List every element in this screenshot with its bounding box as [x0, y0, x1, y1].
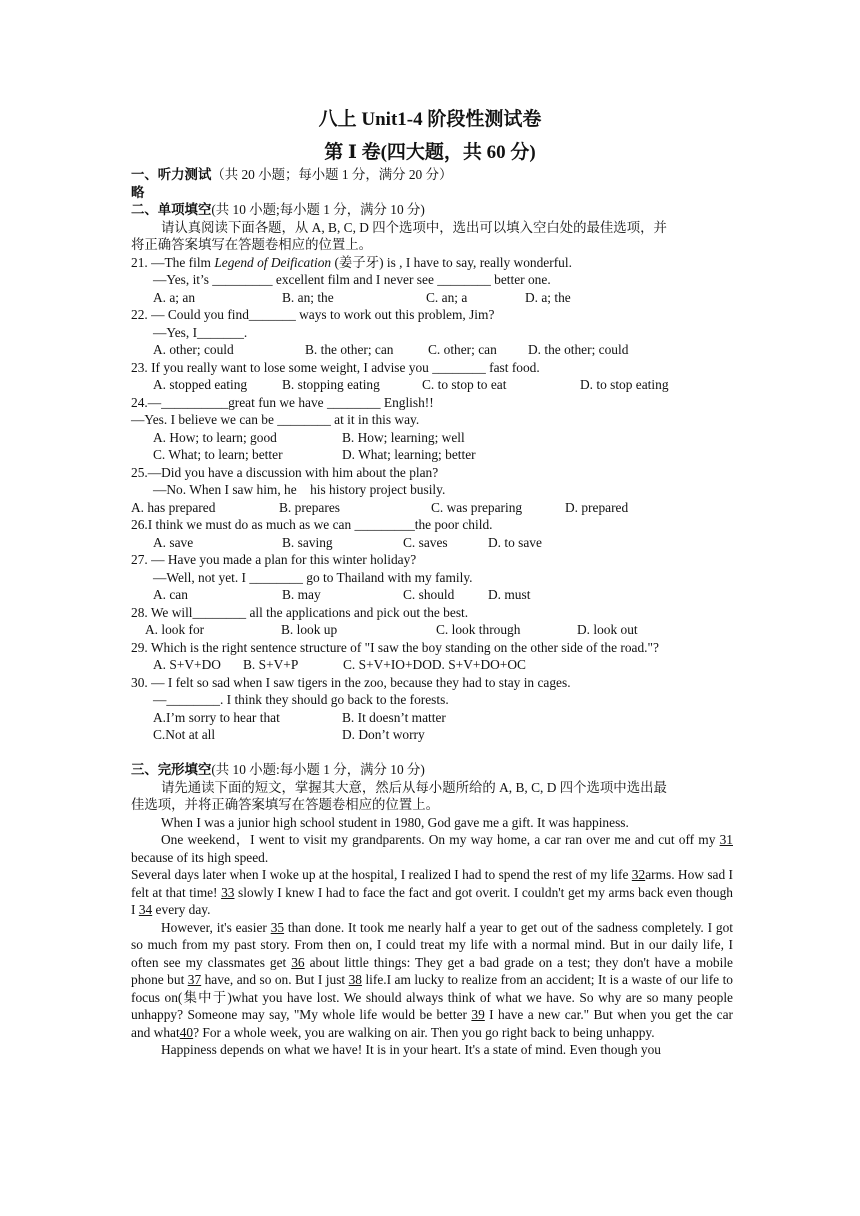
- question-24-options-2: C. What; to learn; better D. What; learning; better: [153, 447, 476, 462]
- section1-heading: 一、听力测试（共 20 小题；每小题 1 分，满分 20 分）: [131, 167, 453, 182]
- blank-36: 36: [291, 954, 305, 970]
- blank-31: 31: [719, 832, 733, 847]
- blank-38: 38: [348, 972, 362, 987]
- question-26-options: A. save B. saving C. saves D. to save: [153, 534, 542, 550]
- question-22-options: A. other; could B. the other; can C. other; can D. the other; could: [153, 342, 629, 357]
- question-27-line2: —Well, not yet. I ________ go to Thailand with my family.: [153, 569, 473, 585]
- question-30-options-2: C.Not at all D. Don’t worry: [153, 727, 425, 742]
- question-22: 22. — Could you find_______ ways to work out this problem, Jim?: [131, 307, 495, 322]
- question-27-options: A. can B. may C. should D. must: [153, 587, 531, 602]
- question-30-line2: —________. I think they should go back to the forests.: [153, 692, 449, 707]
- question-22-line2: —Yes, I_______.: [153, 324, 248, 340]
- blank-37: 37: [187, 972, 202, 987]
- question-24: 24.—__________great fun we have ________ English!!: [131, 394, 434, 410]
- question-25-options: A. has prepared B. prepares C. was preparing D. prepared: [131, 499, 629, 515]
- section3-instructions-cont: 佳选项，并将正确答案填写在答题卷相应的位置上。: [131, 797, 439, 812]
- question-29-options: A. S+V+DO B. S+V+P C. S+V+IO+DOD. S+V+DO+OC: [153, 657, 526, 672]
- blank-32: 32: [631, 867, 646, 882]
- question-29: 29. Which is the right sentence structure of "I saw the boy standing on the other side of the road."?: [131, 639, 659, 655]
- blank-34: 34: [138, 902, 153, 917]
- question-25-line2: —No. When I saw him, he his history project busily.: [153, 482, 446, 497]
- question-21-options: A. a; an B. an; the C. an; a D. a; the: [153, 289, 571, 305]
- question-21-line2: —Yes, it’s _________ excellent film and I never see ________ better one.: [153, 272, 551, 287]
- question-28-options: A. look for B. look up C. look through D. look out: [145, 622, 638, 637]
- question-30: 30. — I felt so sad when I saw tigers in the zoo, because they had to stay in cages.: [131, 674, 571, 690]
- question-30-options-1: A.I’m sorry to hear that B. It doesn’t matter: [153, 709, 446, 725]
- passage-paragraph-5: Happiness depends on what we have! It is in your heart. It's a state of mind. Even though you: [161, 1042, 661, 1057]
- section1-content: 略: [131, 184, 145, 200]
- blank-40: 40: [179, 1024, 194, 1040]
- question-25: 25.—Did you have a discussion with him about the plan?: [131, 464, 439, 480]
- spacer: [131, 744, 733, 762]
- section2-instructions: 请认真阅读下面各题，从 A, B, C, D 四个选项中，选出可以填入空白处的最佳选项，并: [161, 219, 667, 235]
- question-24-options-1: A. How; to learn; good B. How; learning; well: [153, 429, 465, 445]
- question-28: 28. We will________ all the applications and pick out the best.: [131, 604, 469, 620]
- passage-paragraph-1: When I was a junior high school student in 1980, God gave me a gift. It was happiness.: [161, 814, 629, 830]
- section2-heading: 二、单项填空(共 10 小题;每小题 1 分，满分 10 分): [131, 202, 425, 217]
- passage-paragraph-4: However, it's easier 35 than done. It took me nearly half a year to get out of the sadness completely. I got so much from my past story. From then on, I could treat my life with a normal mind. But in our daily life, I often see my classmates get 36 about little things: They get a bad grade on a test; they don't have a mobile phone but 37 have, and so on. But I just 38 life.I am lucky to realize from an accident; It is a waste of our life to focus on(集中于)what you have lost. We should always think of what we have. So why are so many people unhappy? Someone may say, "My whole life would be better 39 I have a new car." But when you get the car and what40? For a whole week, you are walking on air. Then you go right back to being unhappy.: [131, 919, 733, 1040]
- question-27: 27. — Have you made a plan for this winter holiday?: [131, 552, 417, 567]
- section3-instructions: 请先通读下面的短文，掌握其大意，然后从每小题所给的 A, B, C, D 四个选项中选出最: [161, 779, 667, 795]
- passage-paragraph-2: One weekend，I went to visit my grandparents. On my way home, a car ran over me and cut off my 31 because of its high speed.: [131, 832, 733, 865]
- section2-instructions-cont: 将正确答案填写在答题卷相应的位置上。: [131, 237, 373, 252]
- question-23: 23. If you really want to lose some weight, I advise you ________ fast food.: [131, 359, 540, 375]
- question-21: 21. —The film Legend of Deification (姜子牙) is , I have to say, really wonderful.: [131, 254, 572, 270]
- blank-33: 33: [221, 884, 235, 900]
- page-subtitle: 第 Ⅰ 卷(四大题，共 60 分): [324, 142, 536, 163]
- section3-heading: 三、完形填空(共 10 小题:每小题 1 分，满分 10 分): [131, 762, 425, 777]
- exam-body: [131, 166, 733, 1059]
- question-24-line2: —Yes. I believe we can be ________ at it in this way.: [131, 412, 420, 427]
- blank-39: 39: [471, 1007, 485, 1022]
- question-26: 26.I think we must do as much as we can _________the poor child.: [131, 517, 493, 532]
- page-title: 八上 Unit1-4 阶段性测试卷: [318, 109, 542, 130]
- blank-35: 35: [270, 919, 285, 935]
- question-23-options: A. stopped eating B. stopping eating C. to stop to eat D. to stop eating: [153, 377, 669, 392]
- passage-paragraph-3: Several days later when I woke up at the hospital, I realized I had to spend the rest of my life 32arms. How sad I felt at that time! 33 slowly I knew I had to face the fact and got overit. I couldn't get my arms back even though I 34 every day.: [131, 867, 733, 917]
